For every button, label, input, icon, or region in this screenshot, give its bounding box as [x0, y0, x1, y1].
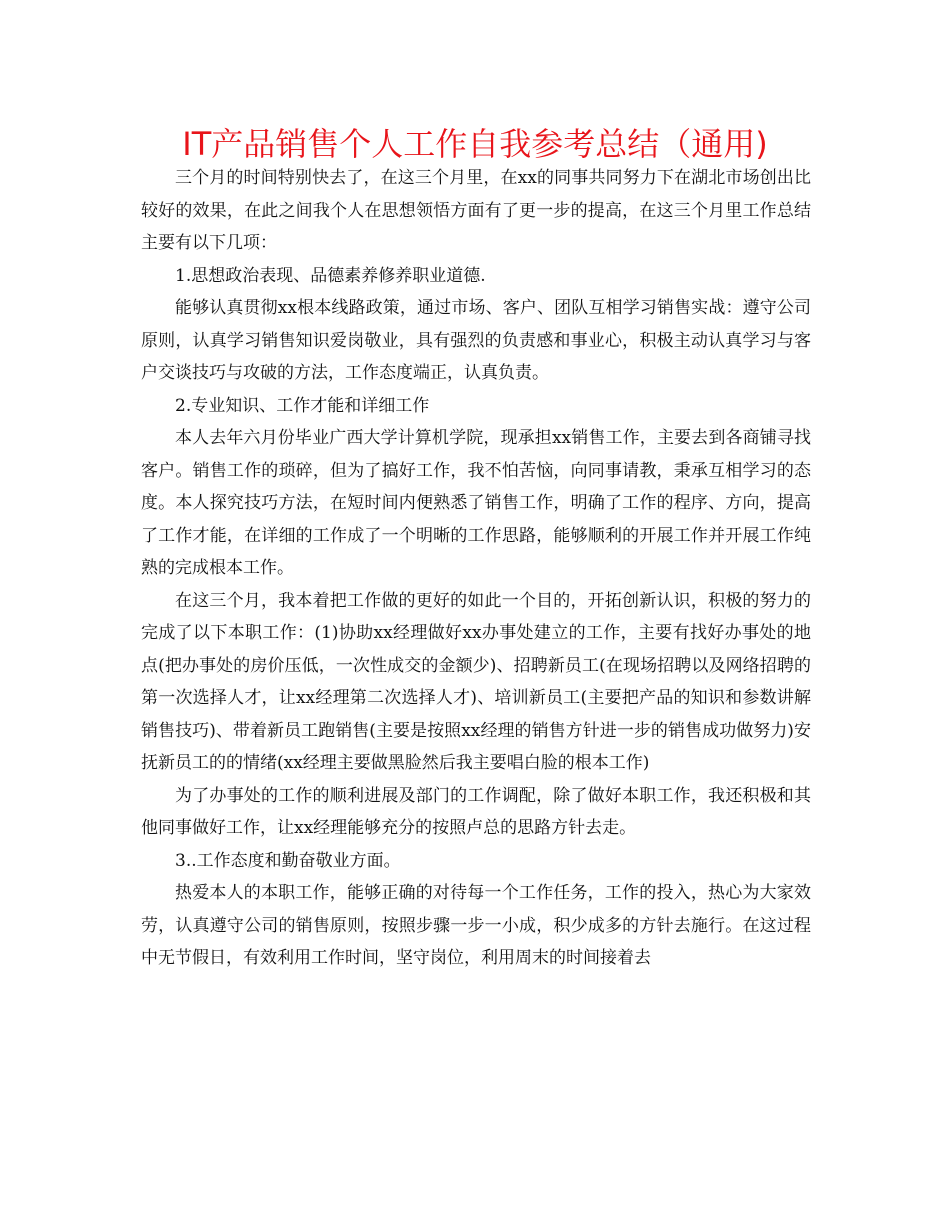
- paragraph-ethics: 能够认真贯彻xx根本线路政策，通过市场、客户、团队互相学习销售实战：遵守公司原则，认真学习销售知识爱岗敬业，具有强烈的负责感和事业心，积极主动认真学习与客户交谈技巧与攻破的方法，工作态度端正，认真负责。: [141, 298, 811, 383]
- section-heading-3: 3..工作态度和勤奋敬业方面。: [175, 850, 401, 871]
- section-heading-1: 1.思想政治表现、品德素养修养职业道德.: [175, 265, 486, 286]
- paragraph-attitude: 热爱本人的本职工作，能够正确的对待每一个工作任务，工作的投入，热心为大家效劳，认真遵守公司的销售原则，按照步骤一步一小成，积少成多的方针去施行。在这过程中无节假日，有效利用工作时间，坚守岗位，利用周末的时间接着去: [141, 883, 811, 968]
- section-heading-2: 2.专业知识、工作才能和详细工作: [175, 395, 430, 416]
- paragraph-duties: 在这三个月，我本着把工作做的更好的如此一个目的，开拓创新认识，积极的努力的完成了以下本职工作：(1)协助xx经理做好xx办事处建立的工作，主要有找好办事处的地点(把办事处的房价压低，一次性成交的金额少)、招聘新员工(在现场招聘以及网络招聘的第一次选择人才，让xx经理第二次选择人才)、培训新员工(主要把产品的知识和参数讲解销售技巧)、带着新员工跑销售(主要是按照xx经理的销售方针进一步的销售成功做努力)安抚新员工的的情绪(xx经理主要做黑脸然后我主要唱白脸的根本工作): [141, 590, 811, 773]
- document-title: IT产品销售个人工作自我参考总结（通用): [182, 125, 768, 163]
- paragraph-intro: 三个月的时间特别快去了，在这三个月里，在xx的同事共同努力下在湖北市场创出比较好的效果，在此之间我个人在思想领悟方面有了更一步的提高，在这三个月里工作总结主要有以下几项：: [141, 168, 811, 253]
- paragraph-background: 本人去年六月份毕业广西大学计算机学院，现承担xx销售工作，主要去到各商铺寻找客户。销售工作的琐碎，但为了搞好工作，我不怕苦恼，向同事请教，秉承互相学习的态度。本人探究技巧方法，在短时间内便熟悉了销售工作，明确了工作的程序、方向，提高了工作才能，在详细的工作成了一个明晰的工作思路，能够顺利的开展工作并开展工作纯熟的完成根本工作。: [141, 428, 811, 578]
- document-body: [141, 162, 811, 975]
- paragraph-cooperation: 为了办事处的工作的顺利进展及部门的工作调配，除了做好本职工作，我还积极和其他同事做好工作，让xx经理能够充分的按照卢总的思路方针去走。: [141, 785, 811, 838]
